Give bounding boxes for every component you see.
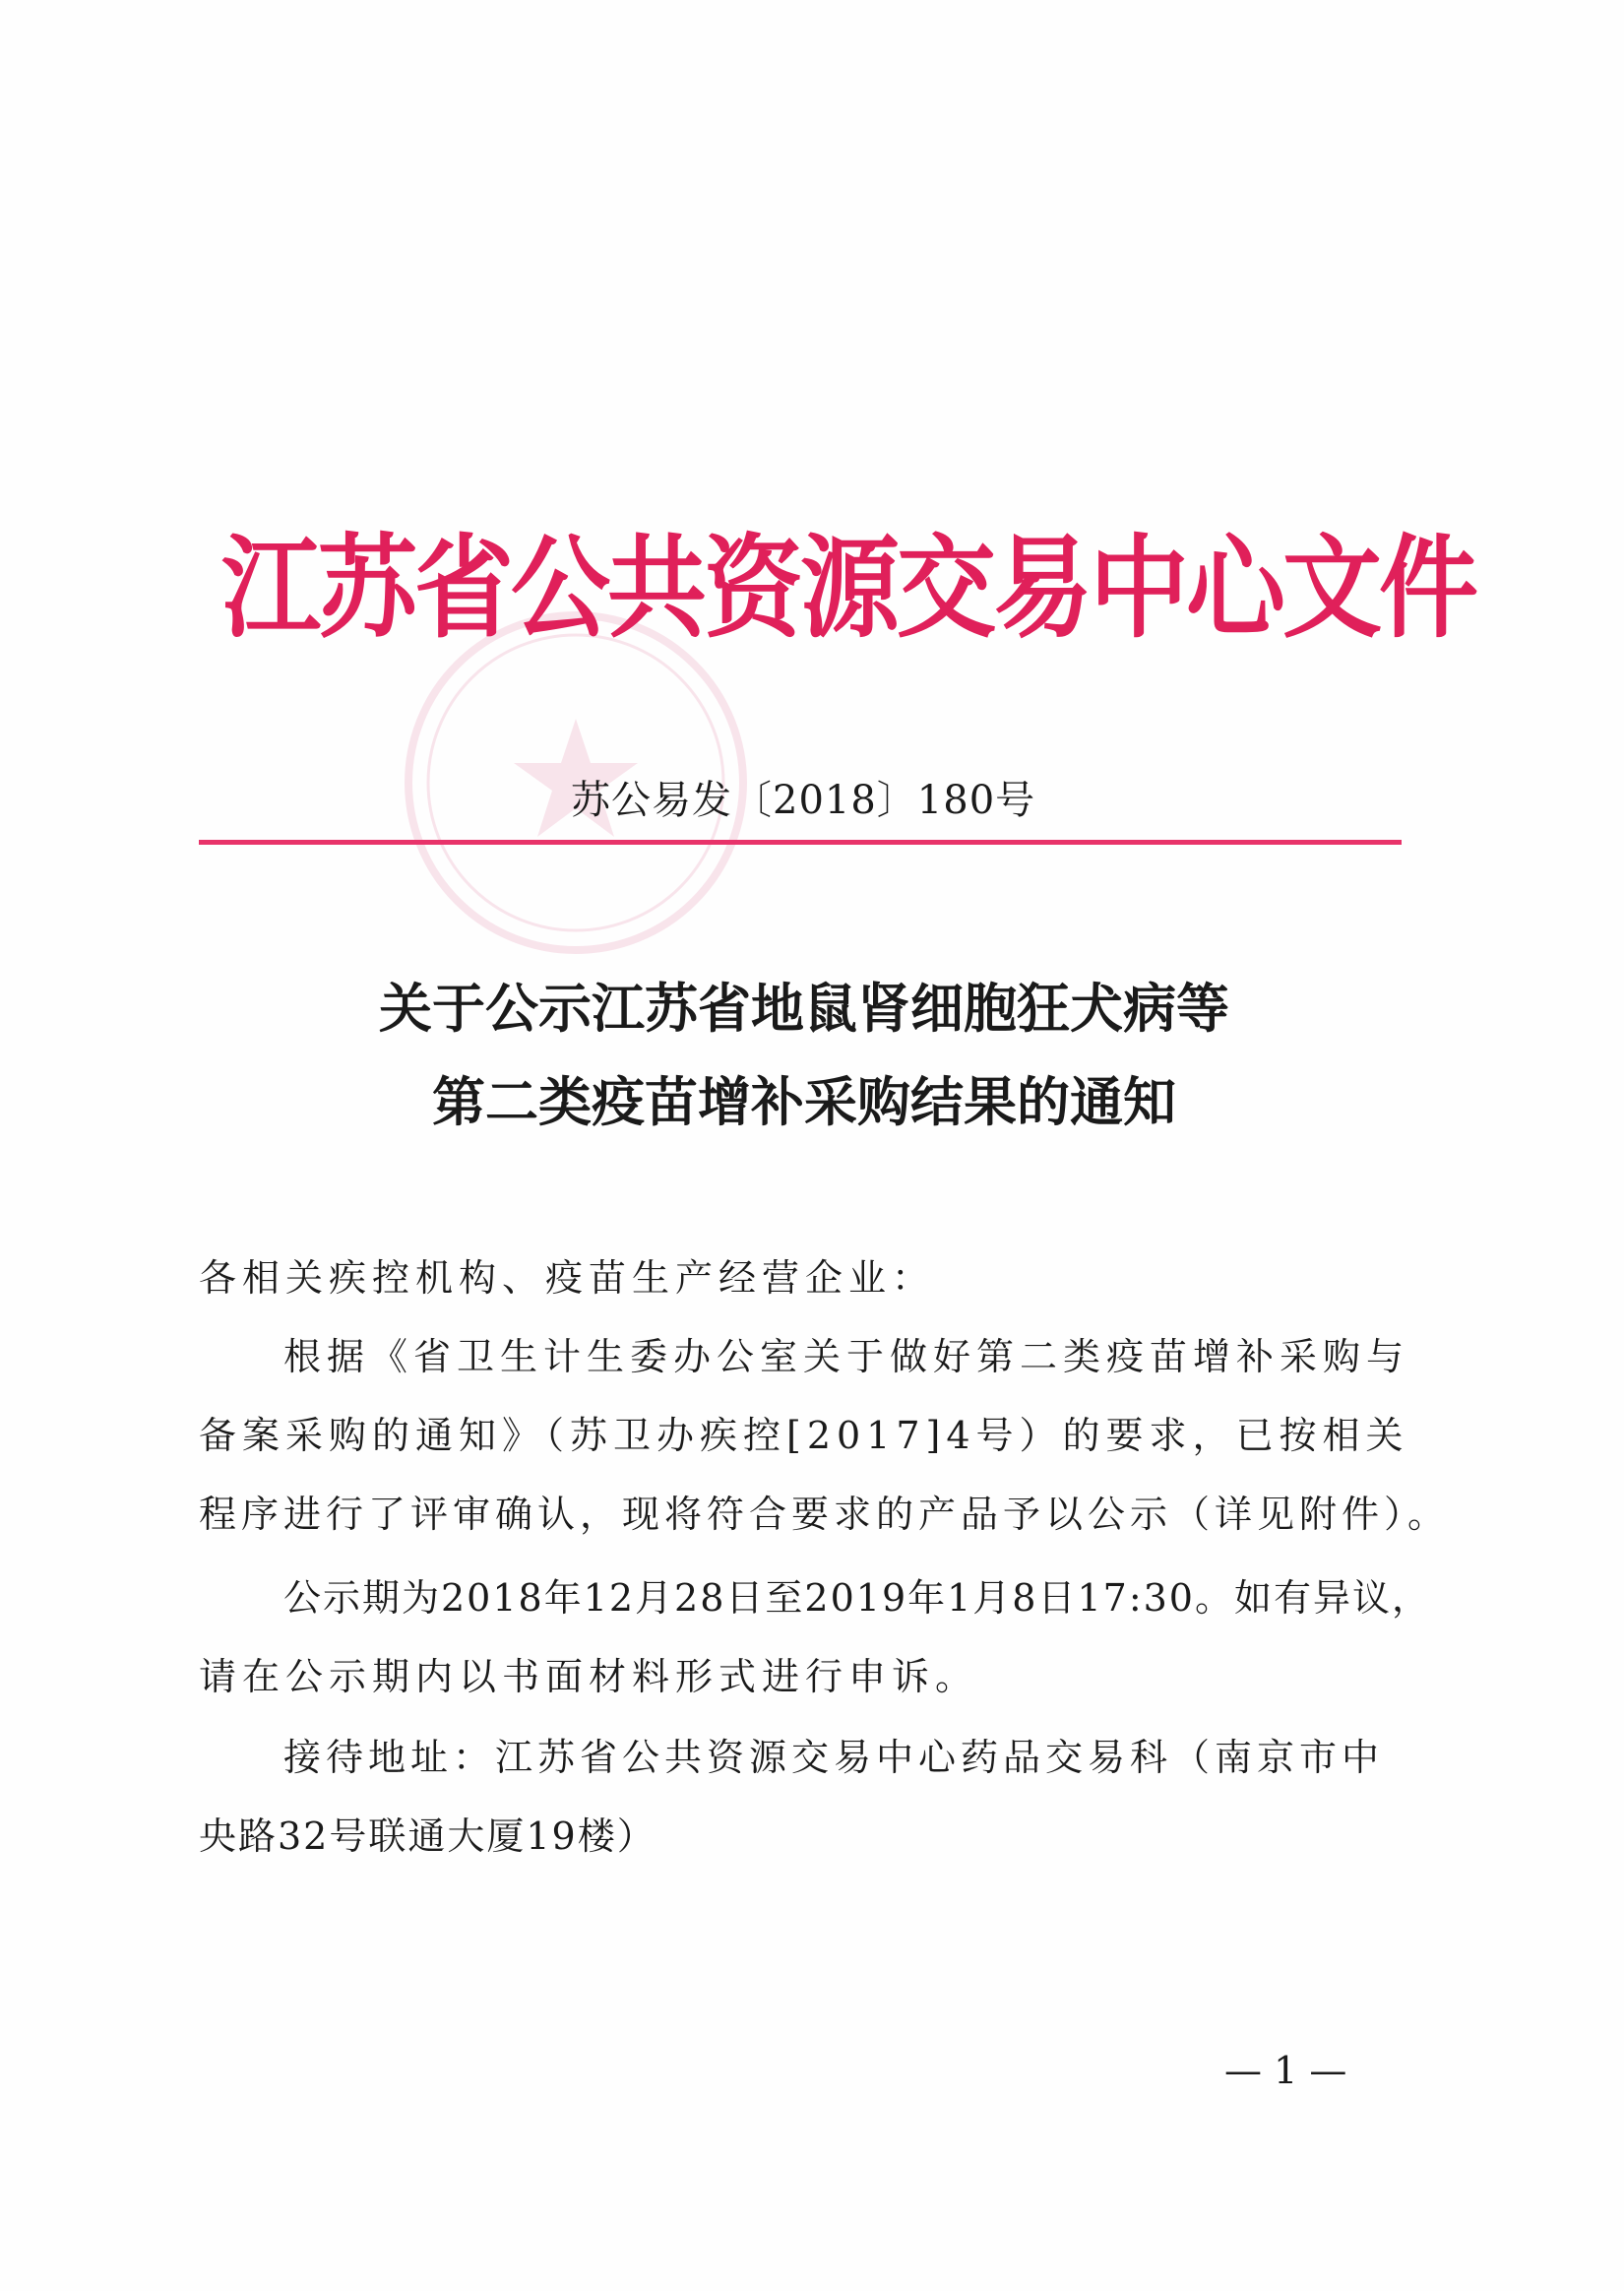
notice-title-line-2: 第二类疫苗增补采购结果的通知 — [432, 1071, 1176, 1133]
paragraph-3-line-1: 接待地址：江苏省公共资源交易中心药品交易科（南京市中 — [283, 1736, 1385, 1779]
paragraph-2-line-2: 请在公示期内以书面材料形式进行申诉。 — [199, 1655, 979, 1698]
document-number: 苏公易发〔2018〕180号 — [571, 778, 1036, 823]
paragraph-1-line-2: 备案采购的通知》（苏卫办疾控[2017]4号）的要求，已按相关 — [199, 1414, 1409, 1457]
issuer-title: 江苏省公共资源交易中心文件 — [221, 523, 1476, 654]
paragraph-1-line-3: 程序进行了评审确认，现将符合要求的产品予以公示（详见附件）。 — [199, 1493, 1451, 1536]
salutation: 各相关疾控机构、疫苗生产经营企业： — [199, 1256, 936, 1300]
page-number: — 1 — — [1224, 2049, 1347, 2092]
red-divider-line — [199, 840, 1402, 845]
paragraph-2-line-1: 公示期为2018年12月28日至2019年1月8日17:30。如有异议， — [283, 1576, 1431, 1620]
notice-title-line-1: 关于公示江苏省地鼠肾细胞狂犬病等 — [379, 978, 1229, 1040]
paragraph-3-line-2: 央路32号联通大厦19楼） — [199, 1814, 656, 1858]
paragraph-1-line-1: 根据《省卫生计生委办公室关于做好第二类疫苗增补采购与 — [283, 1335, 1410, 1378]
